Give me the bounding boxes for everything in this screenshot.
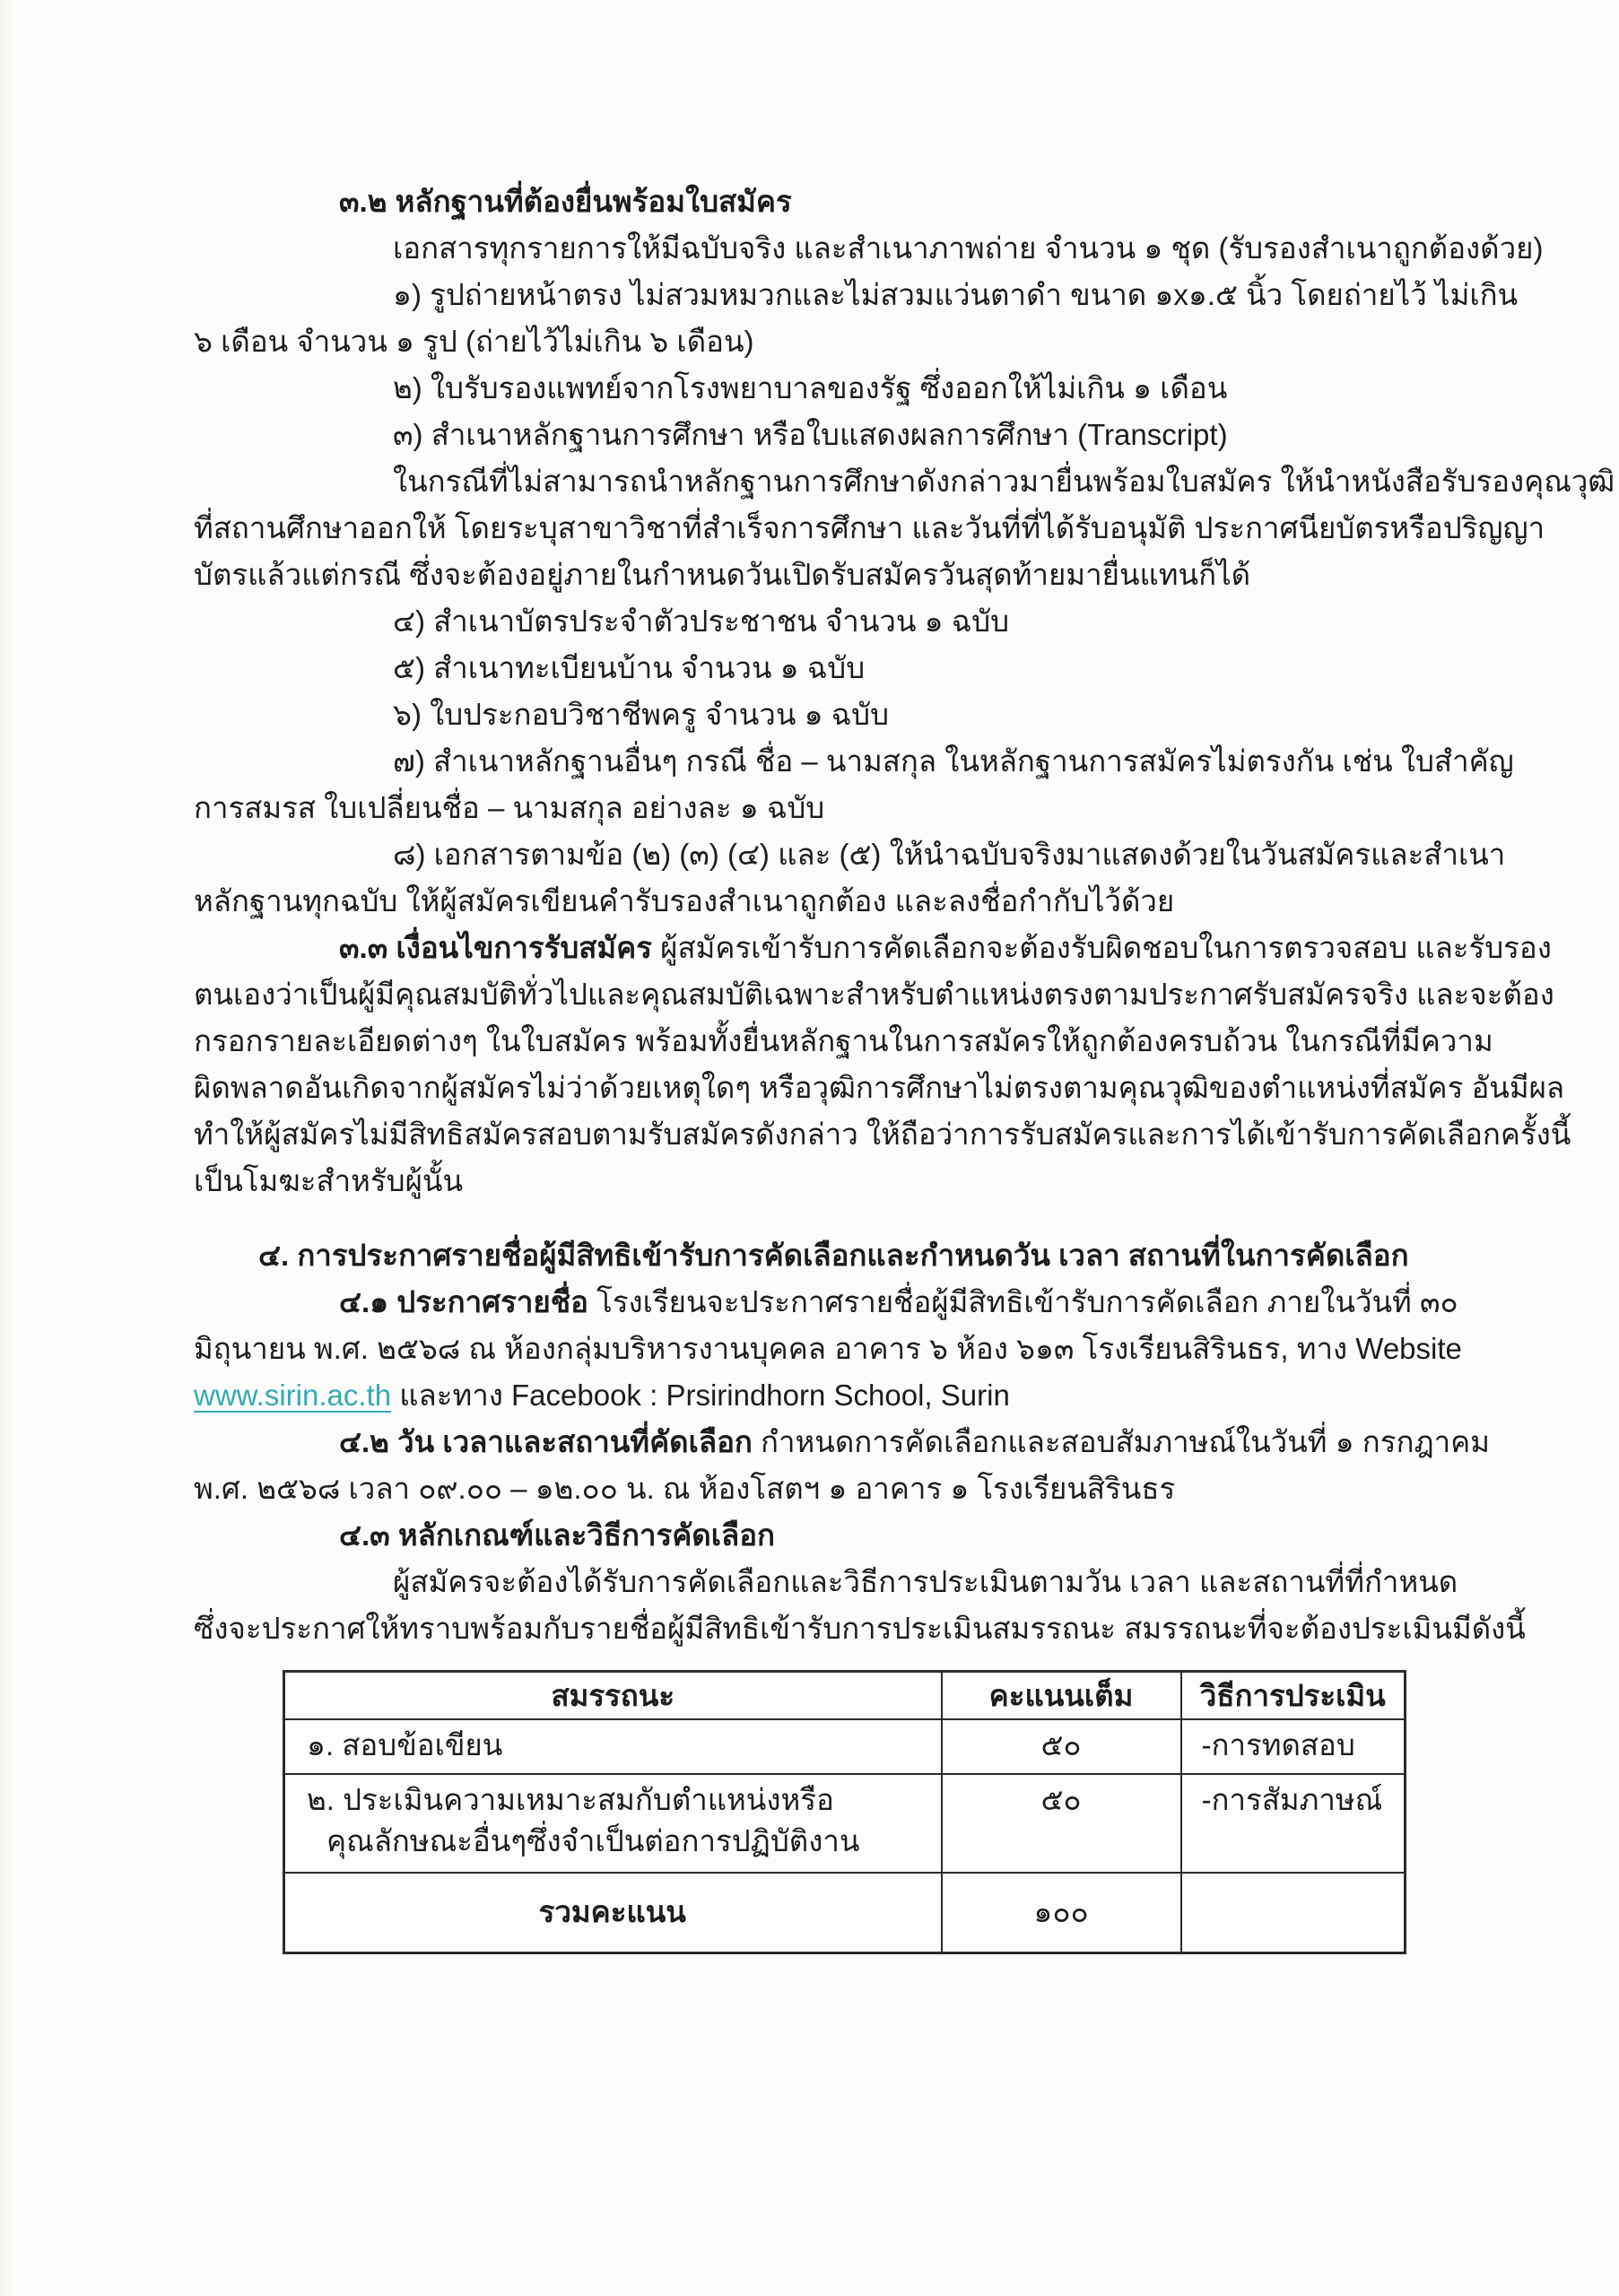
column-header-competency: สมรรถนะ (284, 1672, 942, 1720)
method-cell (1181, 1873, 1406, 1953)
body-text: ๒) ใบรับรองแพทย์จากโรงพยาบาลของรัฐ ซึ่งออกให้ไม่เกิน ๑ เดือน (393, 371, 1228, 404)
text-line (194, 878, 1539, 925)
text-line (194, 272, 1539, 318)
heading-text: ๔.๑ ประกาศรายชื่อ (339, 1285, 588, 1318)
score-cell: ๕๐ (942, 1774, 1181, 1873)
table-total-row (284, 1873, 1406, 1953)
heading-text: ๔.๒ วัน เวลาและสถานที่คัดเลือก (339, 1425, 753, 1458)
body-text: การสมรส ใบเปลี่ยนชื่อ – นามสกุล อย่างละ ๑ ฉบับ (194, 791, 825, 824)
assessment-table (283, 1670, 1406, 1954)
body-text: ๓) สำเนาหลักฐานการศึกษา หรือใบแสดงผลการศึกษา (Transcript) (393, 418, 1228, 451)
body-text: ตนเองว่าเป็นผู้มีคุณสมบัติทั่วไปและคุณสมบัติเฉพาะสำหรับตำแหน่งตรงตามประกาศรับสมัครจริง และจะต้อง (194, 978, 1554, 1011)
section-heading-line (194, 1419, 1539, 1465)
score-cell: ๕๐ (942, 1719, 1181, 1774)
body-text: ๕) สำเนาทะเบียนบ้าน จำนวน ๑ ฉบับ (393, 651, 866, 684)
body-text: ผู้สมัครเข้ารับการคัดเลือกจะต้องรับผิดชอบในการตรวจสอบ และรับรอง (651, 931, 1552, 964)
table-row (284, 1719, 1406, 1774)
body-text: บัตรแล้วแต่กรณี ซึ่งจะต้องอยู่ภายในกำหนดวันเปิดรับสมัครวันสุดท้ายมายื่นแทนก็ได้ (194, 558, 1251, 591)
competency-cell (284, 1719, 942, 1774)
text-line (194, 412, 1539, 458)
body-text: หลักฐานทุกฉบับ ให้ผู้สมัครเขียนคำรับรองสำเนาถูกต้อง และลงชื่อกำกับไว้ด้วย (194, 884, 1175, 918)
body-text: ๘) เอกสารตามข้อ (๒) (๓) (๔) และ (๕) ให้นำฉบับจริงมาแสดงด้วยในวันสมัครและสำเนา (393, 838, 1506, 871)
text-line (194, 1465, 1539, 1512)
text-line (194, 1111, 1571, 1158)
text-line (194, 1605, 1539, 1652)
text-line (194, 1326, 1539, 1372)
body-text: ผู้สมัครจะต้องได้รับการคัดเลือกและวิธีการประเมินตามวัน เวลา และสถานที่ที่กำหนด (393, 1565, 1458, 1598)
section-heading-line (194, 1232, 1539, 1279)
text-line (194, 505, 1545, 552)
column-header-full-score: คะแนนเต็ม (942, 1672, 1181, 1720)
section-heading-line (194, 1279, 1539, 1326)
body-text: ในกรณีที่ไม่สามารถนำหลักฐานการศึกษาดังกล่าวมายื่นพร้อมใบสมัคร ให้นำหนังสือรับรองคุณวุฒิ (393, 465, 1615, 498)
body-text: เอกสารทุกรายการให้มีฉบับจริง และสำเนาภาพถ่าย จำนวน ๑ ชุด (รับรองสำเนาถูกต้องด้วย) (393, 231, 1544, 265)
body-text: มิถุนายน พ.ศ. ๒๕๖๘ ณ ห้องกลุ่มบริหารงานบุคคล อาคาร ๖ ห้อง ๖๑๓ โรงเรียนสิรินธร, ทาง Website (194, 1332, 1462, 1365)
table-header-row (284, 1672, 1406, 1720)
text-line (194, 971, 1554, 1018)
text-line (194, 831, 1539, 878)
table-row (284, 1774, 1406, 1873)
text-line (194, 552, 1539, 598)
section-heading-line (194, 925, 1552, 971)
text-line (194, 598, 1539, 645)
website-link[interactable]: www.sirin.ac.th (194, 1378, 392, 1412)
body-text: ๔) สำเนาบัตรประจำตัวประชาชน จำนวน ๑ ฉบับ (393, 604, 1010, 638)
body-text: และทาง Facebook : Prsirindhorn School, Surin (391, 1378, 1010, 1412)
text-line (194, 645, 1539, 691)
text-line (194, 318, 1539, 365)
body-text: ๖) ใบประกอบวิชาชีพครู จำนวน ๑ ฉบับ (393, 698, 890, 731)
text-line (194, 365, 1539, 412)
section-heading-line (194, 1512, 1539, 1559)
competency-cell (284, 1774, 942, 1873)
method-cell: -การสัมภาษณ์ (1181, 1774, 1406, 1873)
heading-text: ๔. การประกาศรายชื่อผู้มีสิทธิเข้ารับการคัดเลือกและกำหนดวัน เวลา สถานที่ในการคัดเลือก (258, 1239, 1409, 1272)
total-score-cell: ๑๐๐ (942, 1873, 1181, 1953)
body-text: ๖ เดือน จำนวน ๑ รูป (ถ่ายไว้ไม่เกิน ๖ เดือน) (194, 325, 754, 358)
text-line (194, 458, 1615, 505)
column-header-method: วิธีการประเมิน (1181, 1672, 1406, 1720)
body-text: ซึ่งจะประกาศให้ทราบพร้อมกับรายชื่อผู้มีสิทธิเข้ารับการประเมินสมรรถนะ สมรรถนะที่จะต้องประเมินมีดังนี้ (194, 1612, 1526, 1645)
body-text: โรงเรียนจะประกาศรายชื่อผู้มีสิทธิเข้ารับการคัดเลือก ภายในวันที่ ๓๐ (588, 1285, 1458, 1318)
body-text: กำหนดการคัดเลือกและสอบสัมภาษณ์ในวันที่ ๑ กรกฎาคม (752, 1425, 1491, 1458)
body-text: พ.ศ. ๒๕๖๘ เวลา ๐๙.๐๐ – ๑๒.๐๐ น. ณ ห้องโสตฯ ๑ อาคาร ๑ โรงเรียนสิรินธร (194, 1472, 1176, 1505)
document-body (194, 178, 1615, 1652)
text-line (194, 785, 1539, 831)
competency-text: ๑. สอบข้อเขียน (307, 1728, 503, 1761)
heading-text: ๓.๒ หลักฐานที่ต้องยื่นพร้อมใบสมัคร (339, 185, 792, 218)
section-heading-line (194, 178, 1539, 225)
text-line (194, 1559, 1539, 1605)
text-line (194, 225, 1544, 272)
total-label-cell: รวมคะแนน (284, 1873, 942, 1953)
competency-text: คุณลักษณะอื่นๆซึ่งจำเป็นต่อการปฏิบัติงาน (326, 1824, 860, 1857)
body-text: ทำให้ผู้สมัครไม่มีสิทธิสมัครสอบตามรับสมัครดังกล่าว ให้ถือว่าการรับสมัครและการได้เข้ารับการคัดเลือกครั้งนี้ (194, 1118, 1571, 1151)
heading-text: ๔.๓ หลักเกณฑ์และวิธีการคัดเลือก (339, 1518, 776, 1552)
competency-text: ๒. ประเมินความเหมาะสมกับตำแหน่งหรือ (307, 1783, 834, 1816)
body-text: ผิดพลาดอันเกิดจากผู้สมัครไม่ว่าด้วยเหตุใดๆ หรือวุฒิการศึกษาไม่ตรงตามคุณวุฒิของตำแหน่งที่สมัคร อันมีผล (194, 1071, 1565, 1104)
text-line (194, 691, 1539, 738)
body-text: กรอกรายละเอียดต่างๆ ในใบสมัคร พร้อมทั้งยื่นหลักฐานในการสมัครให้ถูกต้องครบถ้วน ในกรณีที่มีความ (194, 1024, 1493, 1057)
text-line (194, 1158, 1539, 1205)
method-cell: -การทดสอบ (1181, 1719, 1406, 1774)
body-text: ที่สถานศึกษาออกให้ โดยระบุสาขาวิชาที่สำเร็จการศึกษา และวันที่ที่ได้รับอนุมัติ ประกาศนียบัตรหรือปริญญา (194, 511, 1545, 544)
text-line (194, 738, 1539, 785)
text-line (194, 1372, 1539, 1419)
body-text: ๗) สำเนาหลักฐานอื่นๆ กรณี ชื่อ – นามสกุล ในหลักฐานการสมัครไม่ตรงกัน เช่น ใบสำคัญ (393, 744, 1514, 778)
body-text: เป็นโมฆะสำหรับผู้นั้น (194, 1164, 464, 1197)
heading-text: ๓.๓ เงื่อนไขการรับสมัคร (339, 931, 652, 964)
body-text: ๑) รูปถ่ายหน้าตรง ไม่สวมหมวกและไม่สวมแว่นตาดำ ขนาด ๑x๑.๕ นิ้ว โดยถ่ายไว้ ไม่เกิน (393, 278, 1519, 311)
text-line (194, 1065, 1565, 1111)
text-line (194, 1018, 1539, 1065)
